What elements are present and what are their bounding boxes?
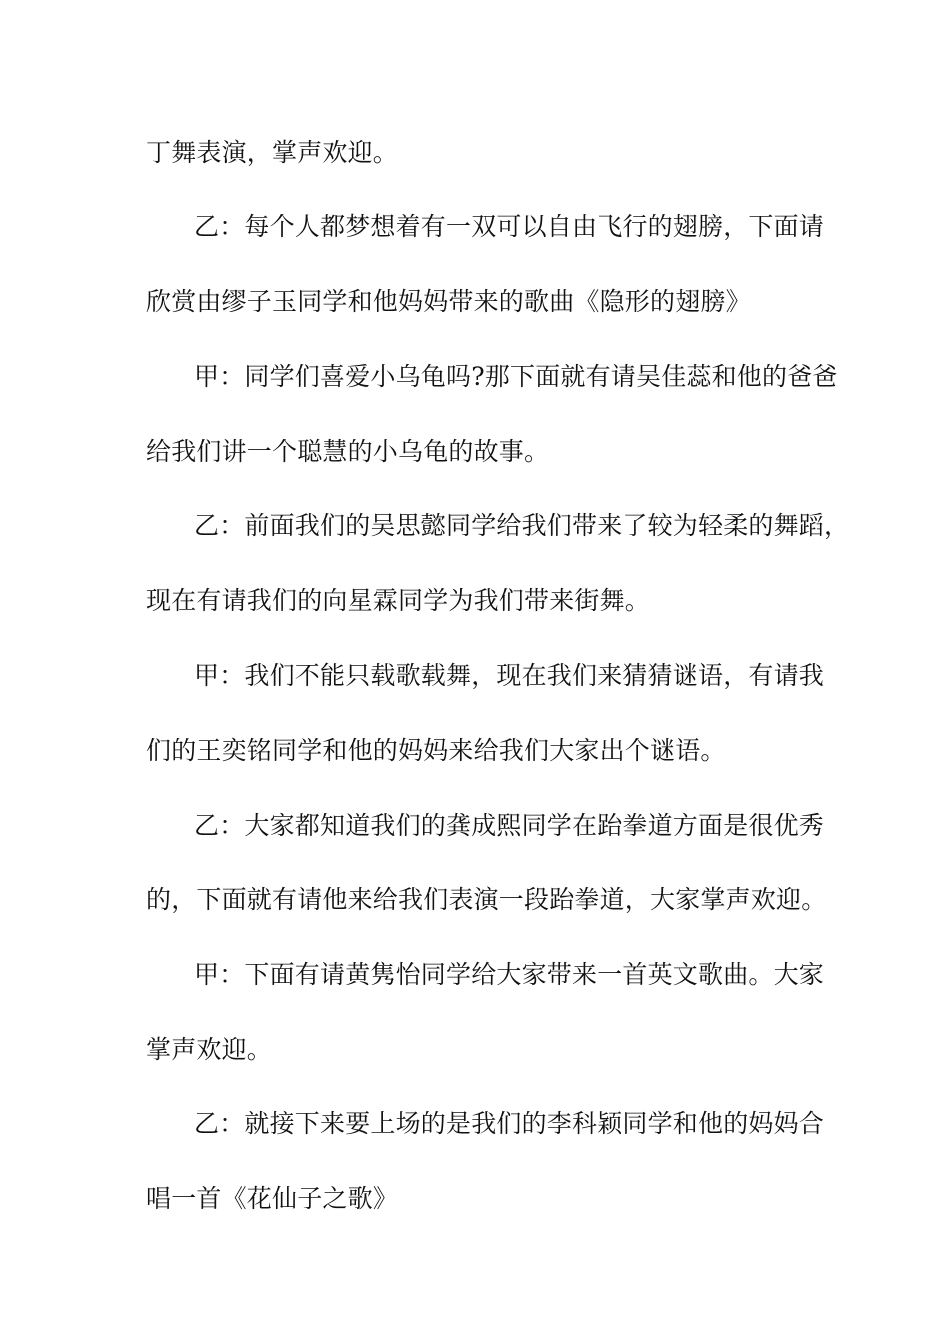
paragraph-line: 乙：每个人都梦想着有一双可以自由飞行的翅膀，下面请	[194, 212, 825, 241]
paragraph-line: 甲：我们不能只载歌载舞，现在我们来猜猜谜语，有请我	[194, 661, 825, 690]
paragraph-line: 甲：同学们喜爱小乌龟吗?那下面就有请吴佳蕊和他的爸爸	[194, 362, 838, 391]
paragraph-continuation-line: 给我们讲一个聪慧的小乌龟的故事。	[146, 437, 550, 466]
paragraph-continuation-line: 丁舞表演，掌声欢迎。	[146, 138, 399, 167]
paragraph-continuation-line: 掌声欢迎。	[146, 1035, 273, 1064]
paragraph-line: 乙：大家都知道我们的龚成熙同学在跆拳道方面是很优秀	[194, 811, 825, 840]
paragraph-continuation-line: 们的王奕铭同学和他的妈妈来给我们大家出个谜语。	[146, 736, 726, 765]
paragraph-continuation-line: 唱一首《花仙子之歌》	[146, 1184, 399, 1213]
paragraph-line: 甲：下面有请黄隽怡同学给大家带来一首英文歌曲。大家	[194, 960, 825, 989]
paragraph-continuation-line: 欣赏由缪子玉同学和他妈妈带来的歌曲《隐形的翅膀》	[146, 287, 751, 316]
paragraph-line: 乙：就接下来要上场的是我们的李科颖同学和他的妈妈合	[194, 1109, 825, 1138]
paragraph-continuation-line: 的，下面就有请他来给我们表演一段跆拳道，大家掌声欢迎。	[146, 885, 827, 914]
paragraph-line: 乙：前面我们的吴思懿同学给我们带来了较为轻柔的舞蹈，	[194, 511, 850, 540]
paragraph-continuation-line: 现在有请我们的向星霖同学为我们带来街舞。	[146, 586, 651, 615]
